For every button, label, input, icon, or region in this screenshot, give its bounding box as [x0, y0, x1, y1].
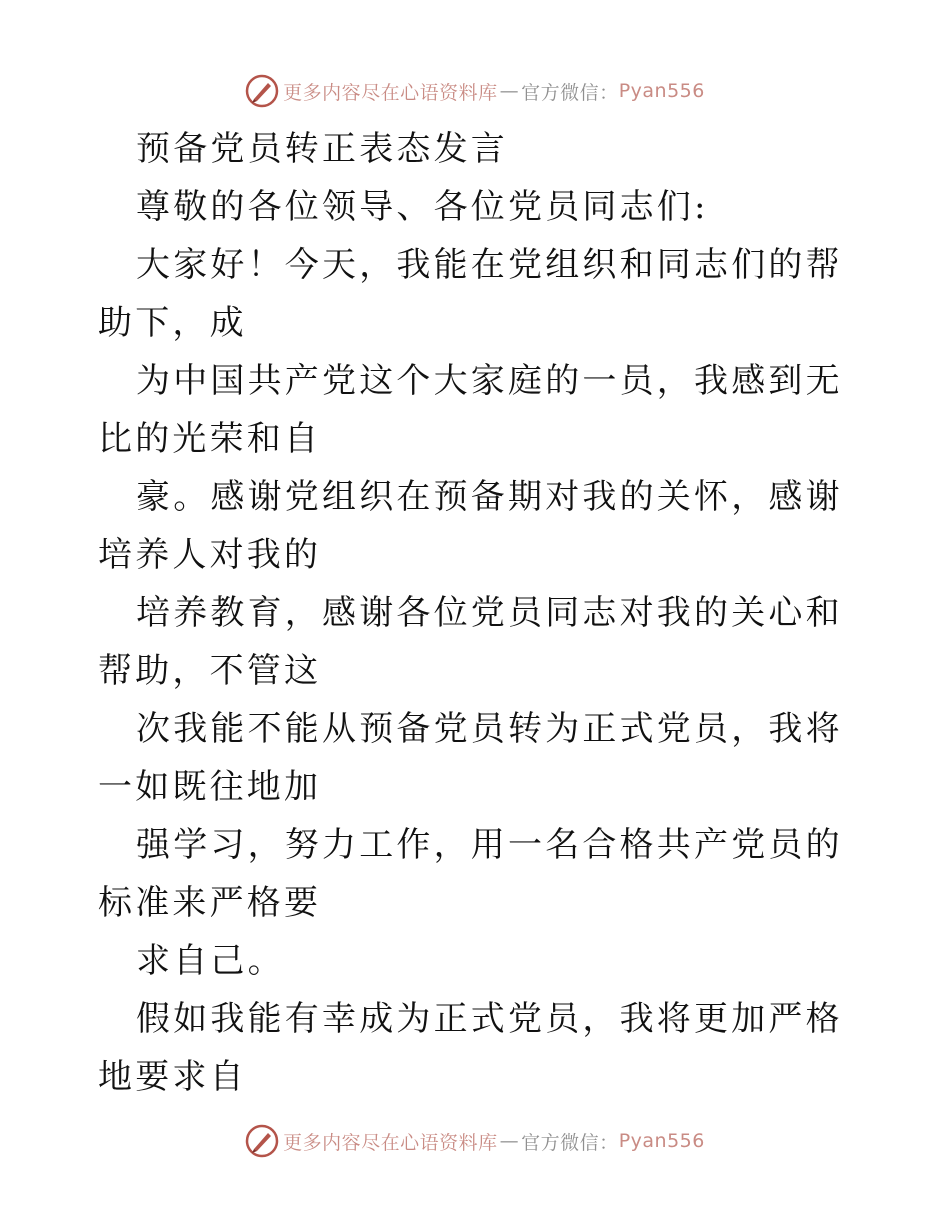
- body-line: 强学习，努力工作，用一名合格共产党员的标准来严格要: [98, 825, 843, 923]
- watermark-wechat-id: Pyan556: [618, 80, 705, 102]
- watermark-site-text: 更多内容尽在心语资料库: [283, 1131, 498, 1154]
- body-line: 豪。感谢党组织在预备期对我的关怀，感谢培养人对我的: [98, 477, 843, 575]
- quill-pen-logo-icon: [245, 74, 279, 108]
- watermark-separator: —: [499, 80, 520, 102]
- watermark-separator: —: [499, 1130, 520, 1152]
- quill-pen-logo-icon: [245, 1124, 279, 1158]
- footer-watermark: [0, 1121, 950, 1161]
- body-line: 求自己。: [136, 941, 285, 981]
- watermark-site-text: 更多内容尽在心语资料库: [283, 81, 498, 104]
- watermark-wechat-label: 官方微信：: [521, 1131, 619, 1154]
- header-watermark: [0, 71, 950, 111]
- watermark-wechat-id: Pyan556: [618, 1130, 705, 1152]
- body-line: 次我能不能从预备党员转为正式党员，我将一如既往地加: [98, 709, 843, 807]
- watermark-wechat-label: 官方微信：: [521, 81, 619, 104]
- body-line: 大家好！今天，我能在党组织和同志们的帮助下，成: [98, 245, 843, 343]
- salutation: 尊敬的各位领导、各位党员同志们:: [136, 187, 709, 227]
- body-line: 为中国共产党这个大家庭的一员，我感到无比的光荣和自: [98, 361, 843, 459]
- body-line: 培养教育，感谢各位党员同志对我的关心和帮助，不管这: [98, 593, 843, 691]
- body-line: 假如我能有幸成为正式党员，我将更加严格地要求自: [98, 999, 843, 1097]
- document-title: 预备党员转正表态发言: [136, 129, 508, 169]
- document-body: [98, 120, 858, 1106]
